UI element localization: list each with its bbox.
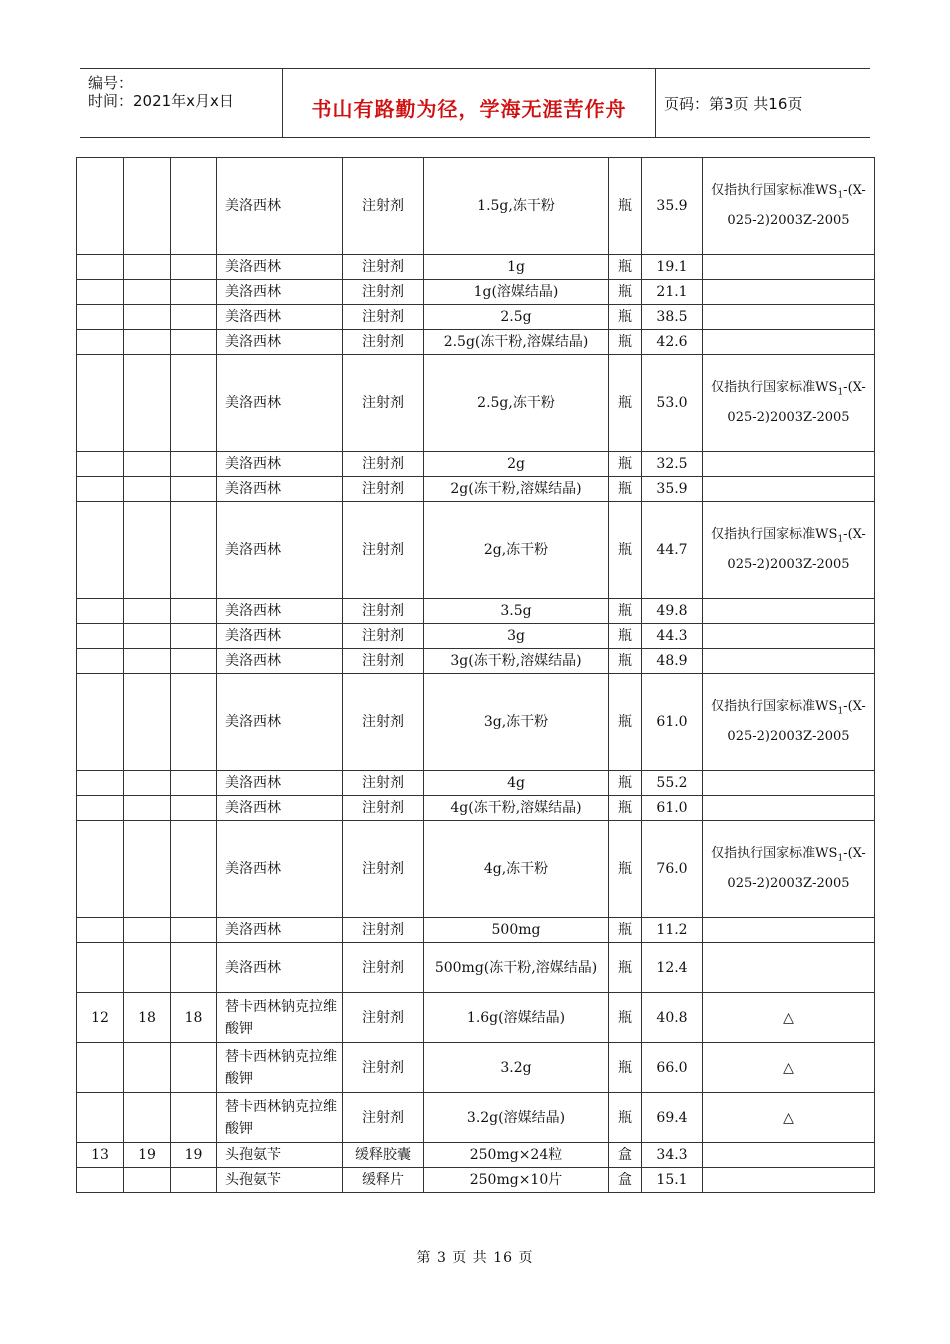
table-row bbox=[77, 821, 875, 918]
drug-name-cell: 美洛西林 bbox=[217, 158, 343, 255]
remark-cell: 仅指执行国家标准$WS_1-(X-025-2)2003Z-2005$ bbox=[703, 674, 875, 771]
unit-cell: 瓶 bbox=[609, 305, 642, 330]
unit-cell: 瓶 bbox=[609, 477, 642, 502]
unit-cell: 瓶 bbox=[609, 502, 642, 599]
specification-cell: 3g,冻干粉 bbox=[424, 674, 609, 771]
catalog-no-cell bbox=[124, 330, 171, 355]
specification-cell: 2g(冻干粉,溶媒结晶) bbox=[424, 477, 609, 502]
unit-cell: 盒 bbox=[609, 1143, 642, 1168]
price-cell: 21.1 bbox=[642, 280, 703, 305]
drug-name-cell: 美洛西林 bbox=[217, 502, 343, 599]
remark-cell bbox=[703, 305, 875, 330]
specification-cell: 3g(冻干粉,溶媒结晶) bbox=[424, 649, 609, 674]
dosage-form-cell: 注射剂 bbox=[343, 280, 424, 305]
catalog-no-cell bbox=[124, 1093, 171, 1143]
table-row bbox=[77, 355, 875, 452]
catalog-no-cell bbox=[124, 305, 171, 330]
dosage-form-cell: 注射剂 bbox=[343, 821, 424, 918]
remark-cell bbox=[703, 280, 875, 305]
price-cell: 42.6 bbox=[642, 330, 703, 355]
dosage-form-cell: 注射剂 bbox=[343, 477, 424, 502]
item-no-cell bbox=[171, 918, 217, 943]
dosage-form-cell: 缓释胶囊 bbox=[343, 1143, 424, 1168]
standard-subscript: 1 bbox=[837, 190, 844, 201]
row-index-cell bbox=[77, 918, 124, 943]
catalog-no-cell bbox=[124, 918, 171, 943]
unit-cell: 瓶 bbox=[609, 649, 642, 674]
header-motto-cell bbox=[283, 69, 656, 137]
dosage-form-cell: 注射剂 bbox=[343, 502, 424, 599]
table-row bbox=[77, 330, 875, 355]
specification-cell: 2.5g,冻干粉 bbox=[424, 355, 609, 452]
table-row bbox=[77, 477, 875, 502]
unit-cell: 瓶 bbox=[609, 943, 642, 993]
remark-cell: 仅指执行国家标准$WS_1-(X-025-2)2003Z-2005$ bbox=[703, 821, 875, 918]
price-cell: 32.5 bbox=[642, 452, 703, 477]
dosage-form-cell: 缓释片 bbox=[343, 1168, 424, 1193]
drug-name-cell: 美洛西林 bbox=[217, 599, 343, 624]
price-cell: 61.0 bbox=[642, 796, 703, 821]
drug-name-cell: 替卡西林钠克拉维酸钾 bbox=[217, 1093, 343, 1143]
unit-cell: 盒 bbox=[609, 1168, 642, 1193]
dosage-form-cell: 注射剂 bbox=[343, 305, 424, 330]
remark-cell: 仅指执行国家标准$WS_1-(X-025-2)2003Z-2005$ bbox=[703, 158, 875, 255]
drug-price-table bbox=[76, 157, 875, 1193]
specification-cell: 1g bbox=[424, 255, 609, 280]
drug-name-cell: 美洛西林 bbox=[217, 452, 343, 477]
price-cell: 44.3 bbox=[642, 624, 703, 649]
remark-cell bbox=[703, 943, 875, 993]
catalog-no-cell bbox=[124, 599, 171, 624]
price-cell: 15.1 bbox=[642, 1168, 703, 1193]
specification-cell: 1.5g,冻干粉 bbox=[424, 158, 609, 255]
remark-cell bbox=[703, 452, 875, 477]
item-no-cell bbox=[171, 502, 217, 599]
item-no-cell bbox=[171, 796, 217, 821]
specification-cell: 3.5g bbox=[424, 599, 609, 624]
row-index-cell bbox=[77, 821, 124, 918]
drug-name-cell: 美洛西林 bbox=[217, 330, 343, 355]
item-no-cell bbox=[171, 649, 217, 674]
item-no-cell bbox=[171, 355, 217, 452]
dosage-form-cell: 注射剂 bbox=[343, 355, 424, 452]
specification-cell: 2.5g bbox=[424, 305, 609, 330]
row-index-cell bbox=[77, 305, 124, 330]
item-no-cell bbox=[171, 280, 217, 305]
remark-cell bbox=[703, 771, 875, 796]
catalog-no-cell bbox=[124, 771, 171, 796]
table-row bbox=[77, 796, 875, 821]
dosage-form-cell: 注射剂 bbox=[343, 943, 424, 993]
unit-cell: 瓶 bbox=[609, 255, 642, 280]
unit-cell: 瓶 bbox=[609, 355, 642, 452]
table-row bbox=[77, 649, 875, 674]
price-cell: 66.0 bbox=[642, 1043, 703, 1093]
row-index-cell bbox=[77, 674, 124, 771]
row-index-cell bbox=[77, 502, 124, 599]
unit-cell: 瓶 bbox=[609, 918, 642, 943]
header-motto: 书山有路勤为径，学海无涯苦作舟 bbox=[311, 97, 627, 121]
row-index-cell bbox=[77, 1043, 124, 1093]
specification-cell: 2g,冻干粉 bbox=[424, 502, 609, 599]
row-index-cell bbox=[77, 649, 124, 674]
remark-cell: △ bbox=[703, 993, 875, 1043]
item-no-cell bbox=[171, 477, 217, 502]
dosage-form-cell: 注射剂 bbox=[343, 255, 424, 280]
row-index-cell bbox=[77, 796, 124, 821]
row-index-cell bbox=[77, 330, 124, 355]
document-number-label: 编号： bbox=[88, 74, 134, 92]
document-date-label: 时间：2021年x月x日 bbox=[88, 92, 234, 110]
item-no-cell bbox=[171, 599, 217, 624]
specification-cell: 3.2g(溶媒结晶) bbox=[424, 1093, 609, 1143]
table-row bbox=[77, 771, 875, 796]
remark-cell bbox=[703, 255, 875, 280]
catalog-no-cell: 18 bbox=[124, 993, 171, 1043]
unit-cell: 瓶 bbox=[609, 452, 642, 477]
price-cell: 35.9 bbox=[642, 477, 703, 502]
specification-cell: 3.2g bbox=[424, 1043, 609, 1093]
drug-name-cell: 美洛西林 bbox=[217, 821, 343, 918]
table-row bbox=[77, 452, 875, 477]
table-row bbox=[77, 1043, 875, 1093]
dosage-form-cell: 注射剂 bbox=[343, 796, 424, 821]
table-row bbox=[77, 1168, 875, 1193]
catalog-no-cell bbox=[124, 649, 171, 674]
standard-subscript: 1 bbox=[837, 534, 844, 545]
row-index-cell bbox=[77, 624, 124, 649]
table-row bbox=[77, 674, 875, 771]
table-row bbox=[77, 993, 875, 1043]
price-cell: 44.7 bbox=[642, 502, 703, 599]
unit-cell: 瓶 bbox=[609, 674, 642, 771]
price-cell: 69.4 bbox=[642, 1093, 703, 1143]
remark-cell bbox=[703, 599, 875, 624]
row-index-cell bbox=[77, 1093, 124, 1143]
remark-cell bbox=[703, 918, 875, 943]
table-row bbox=[77, 502, 875, 599]
table-row bbox=[77, 943, 875, 993]
item-no-cell: 19 bbox=[171, 1143, 217, 1168]
drug-price-table-body bbox=[77, 158, 875, 1193]
remark-cell: △ bbox=[703, 1093, 875, 1143]
remark-cell bbox=[703, 477, 875, 502]
header-meta-cell bbox=[80, 69, 283, 137]
drug-name-cell: 美洛西林 bbox=[217, 674, 343, 771]
specification-cell: 4g bbox=[424, 771, 609, 796]
table-row bbox=[77, 1093, 875, 1143]
catalog-no-cell bbox=[124, 355, 171, 452]
item-no-cell bbox=[171, 158, 217, 255]
specification-cell: 1.6g(溶媒结晶) bbox=[424, 993, 609, 1043]
row-index-cell bbox=[77, 943, 124, 993]
drug-name-cell: 头孢氨苄 bbox=[217, 1143, 343, 1168]
dosage-form-cell: 注射剂 bbox=[343, 993, 424, 1043]
price-cell: 55.2 bbox=[642, 771, 703, 796]
remark-cell bbox=[703, 796, 875, 821]
row-index-cell: 13 bbox=[77, 1143, 124, 1168]
catalog-no-cell bbox=[124, 158, 171, 255]
unit-cell: 瓶 bbox=[609, 796, 642, 821]
drug-name-cell: 替卡西林钠克拉维酸钾 bbox=[217, 1043, 343, 1093]
dosage-form-cell: 注射剂 bbox=[343, 918, 424, 943]
price-cell: 76.0 bbox=[642, 821, 703, 918]
catalog-no-cell bbox=[124, 1168, 171, 1193]
catalog-no-cell bbox=[124, 502, 171, 599]
dosage-form-cell: 注射剂 bbox=[343, 599, 424, 624]
specification-cell: 4g,冻干粉 bbox=[424, 821, 609, 918]
specification-cell: 4g(冻干粉,溶媒结晶) bbox=[424, 796, 609, 821]
specification-cell: 2.5g(冻干粉,溶媒结晶) bbox=[424, 330, 609, 355]
catalog-no-cell bbox=[124, 624, 171, 649]
catalog-no-cell bbox=[124, 280, 171, 305]
catalog-no-cell bbox=[124, 943, 171, 993]
drug-name-cell: 美洛西林 bbox=[217, 477, 343, 502]
drug-name-cell: 美洛西林 bbox=[217, 649, 343, 674]
table-row bbox=[77, 1143, 875, 1168]
row-index-cell: 12 bbox=[77, 993, 124, 1043]
dosage-form-cell: 注射剂 bbox=[343, 1043, 424, 1093]
item-no-cell bbox=[171, 1093, 217, 1143]
remark-cell bbox=[703, 649, 875, 674]
catalog-no-cell bbox=[124, 796, 171, 821]
standard-subscript: 1 bbox=[837, 387, 844, 398]
specification-cell: 1g(溶媒结晶) bbox=[424, 280, 609, 305]
specification-cell: 250mg×10片 bbox=[424, 1168, 609, 1193]
remark-cell bbox=[703, 330, 875, 355]
price-cell: 19.1 bbox=[642, 255, 703, 280]
item-no-cell bbox=[171, 330, 217, 355]
dosage-form-cell: 注射剂 bbox=[343, 649, 424, 674]
drug-name-cell: 美洛西林 bbox=[217, 255, 343, 280]
item-no-cell bbox=[171, 452, 217, 477]
dosage-form-cell: 注射剂 bbox=[343, 624, 424, 649]
price-cell: 40.8 bbox=[642, 993, 703, 1043]
price-cell: 53.0 bbox=[642, 355, 703, 452]
catalog-no-cell bbox=[124, 674, 171, 771]
item-no-cell bbox=[171, 624, 217, 649]
item-no-cell bbox=[171, 305, 217, 330]
drug-name-cell: 美洛西林 bbox=[217, 280, 343, 305]
table-row bbox=[77, 599, 875, 624]
dosage-form-cell: 注射剂 bbox=[343, 674, 424, 771]
drug-name-cell: 美洛西林 bbox=[217, 943, 343, 993]
drug-name-cell: 美洛西林 bbox=[217, 355, 343, 452]
standard-subscript: 1 bbox=[837, 853, 844, 864]
item-no-cell bbox=[171, 821, 217, 918]
item-no-cell bbox=[171, 255, 217, 280]
table-row bbox=[77, 918, 875, 943]
unit-cell: 瓶 bbox=[609, 599, 642, 624]
price-cell: 34.3 bbox=[642, 1143, 703, 1168]
catalog-no-cell bbox=[124, 1043, 171, 1093]
price-cell: 12.4 bbox=[642, 943, 703, 993]
remark-cell: 仅指执行国家标准$WS_1-(X-025-2)2003Z-2005$ bbox=[703, 502, 875, 599]
specification-cell: 500mg bbox=[424, 918, 609, 943]
price-cell: 11.2 bbox=[642, 918, 703, 943]
row-index-cell bbox=[77, 599, 124, 624]
page-header bbox=[80, 68, 870, 138]
price-cell: 61.0 bbox=[642, 674, 703, 771]
catalog-no-cell bbox=[124, 477, 171, 502]
item-no-cell: 18 bbox=[171, 993, 217, 1043]
remark-cell bbox=[703, 624, 875, 649]
price-cell: 38.5 bbox=[642, 305, 703, 330]
dosage-form-cell: 注射剂 bbox=[343, 330, 424, 355]
dosage-form-cell: 注射剂 bbox=[343, 1093, 424, 1143]
drug-name-cell: 头孢氨苄 bbox=[217, 1168, 343, 1193]
unit-cell: 瓶 bbox=[609, 1093, 642, 1143]
table-row bbox=[77, 255, 875, 280]
item-no-cell bbox=[171, 1168, 217, 1193]
unit-cell: 瓶 bbox=[609, 821, 642, 918]
remark-cell: 仅指执行国家标准$WS_1-(X-025-2)2003Z-2005$ bbox=[703, 355, 875, 452]
drug-name-cell: 美洛西林 bbox=[217, 918, 343, 943]
row-index-cell bbox=[77, 280, 124, 305]
item-no-cell bbox=[171, 1043, 217, 1093]
price-cell: 49.8 bbox=[642, 599, 703, 624]
remark-cell bbox=[703, 1143, 875, 1168]
table-row bbox=[77, 624, 875, 649]
unit-cell: 瓶 bbox=[609, 993, 642, 1043]
row-index-cell bbox=[77, 255, 124, 280]
row-index-cell bbox=[77, 1168, 124, 1193]
price-cell: 48.9 bbox=[642, 649, 703, 674]
drug-name-cell: 替卡西林钠克拉维酸钾 bbox=[217, 993, 343, 1043]
dosage-form-cell: 注射剂 bbox=[343, 158, 424, 255]
catalog-no-cell: 19 bbox=[124, 1143, 171, 1168]
table-row bbox=[77, 280, 875, 305]
specification-cell: 500mg(冻干粉,溶媒结晶) bbox=[424, 943, 609, 993]
unit-cell: 瓶 bbox=[609, 624, 642, 649]
remark-cell: △ bbox=[703, 1043, 875, 1093]
catalog-no-cell bbox=[124, 255, 171, 280]
unit-cell: 瓶 bbox=[609, 158, 642, 255]
dosage-form-cell: 注射剂 bbox=[343, 452, 424, 477]
table-row bbox=[77, 158, 875, 255]
header-page-cell bbox=[656, 69, 870, 137]
item-no-cell bbox=[171, 943, 217, 993]
unit-cell: 瓶 bbox=[609, 280, 642, 305]
row-index-cell bbox=[77, 771, 124, 796]
header-page-number: 页码：第3页 共16页 bbox=[664, 95, 803, 113]
drug-name-cell: 美洛西林 bbox=[217, 771, 343, 796]
specification-cell: 3g bbox=[424, 624, 609, 649]
unit-cell: 瓶 bbox=[609, 771, 642, 796]
specification-cell: 250mg×24粒 bbox=[424, 1143, 609, 1168]
price-cell: 35.9 bbox=[642, 158, 703, 255]
specification-cell: 2g bbox=[424, 452, 609, 477]
catalog-no-cell bbox=[124, 821, 171, 918]
row-index-cell bbox=[77, 158, 124, 255]
unit-cell: 瓶 bbox=[609, 330, 642, 355]
drug-name-cell: 美洛西林 bbox=[217, 624, 343, 649]
table-row bbox=[77, 305, 875, 330]
drug-name-cell: 美洛西林 bbox=[217, 305, 343, 330]
item-no-cell bbox=[171, 674, 217, 771]
unit-cell: 瓶 bbox=[609, 1043, 642, 1093]
row-index-cell bbox=[77, 452, 124, 477]
catalog-no-cell bbox=[124, 452, 171, 477]
item-no-cell bbox=[171, 771, 217, 796]
remark-cell bbox=[703, 1168, 875, 1193]
page-footer: 第 3 页 共 16 页 bbox=[416, 1250, 534, 1266]
dosage-form-cell: 注射剂 bbox=[343, 771, 424, 796]
row-index-cell bbox=[77, 355, 124, 452]
standard-subscript: 1 bbox=[837, 706, 844, 717]
drug-name-cell: 美洛西林 bbox=[217, 796, 343, 821]
row-index-cell bbox=[77, 477, 124, 502]
